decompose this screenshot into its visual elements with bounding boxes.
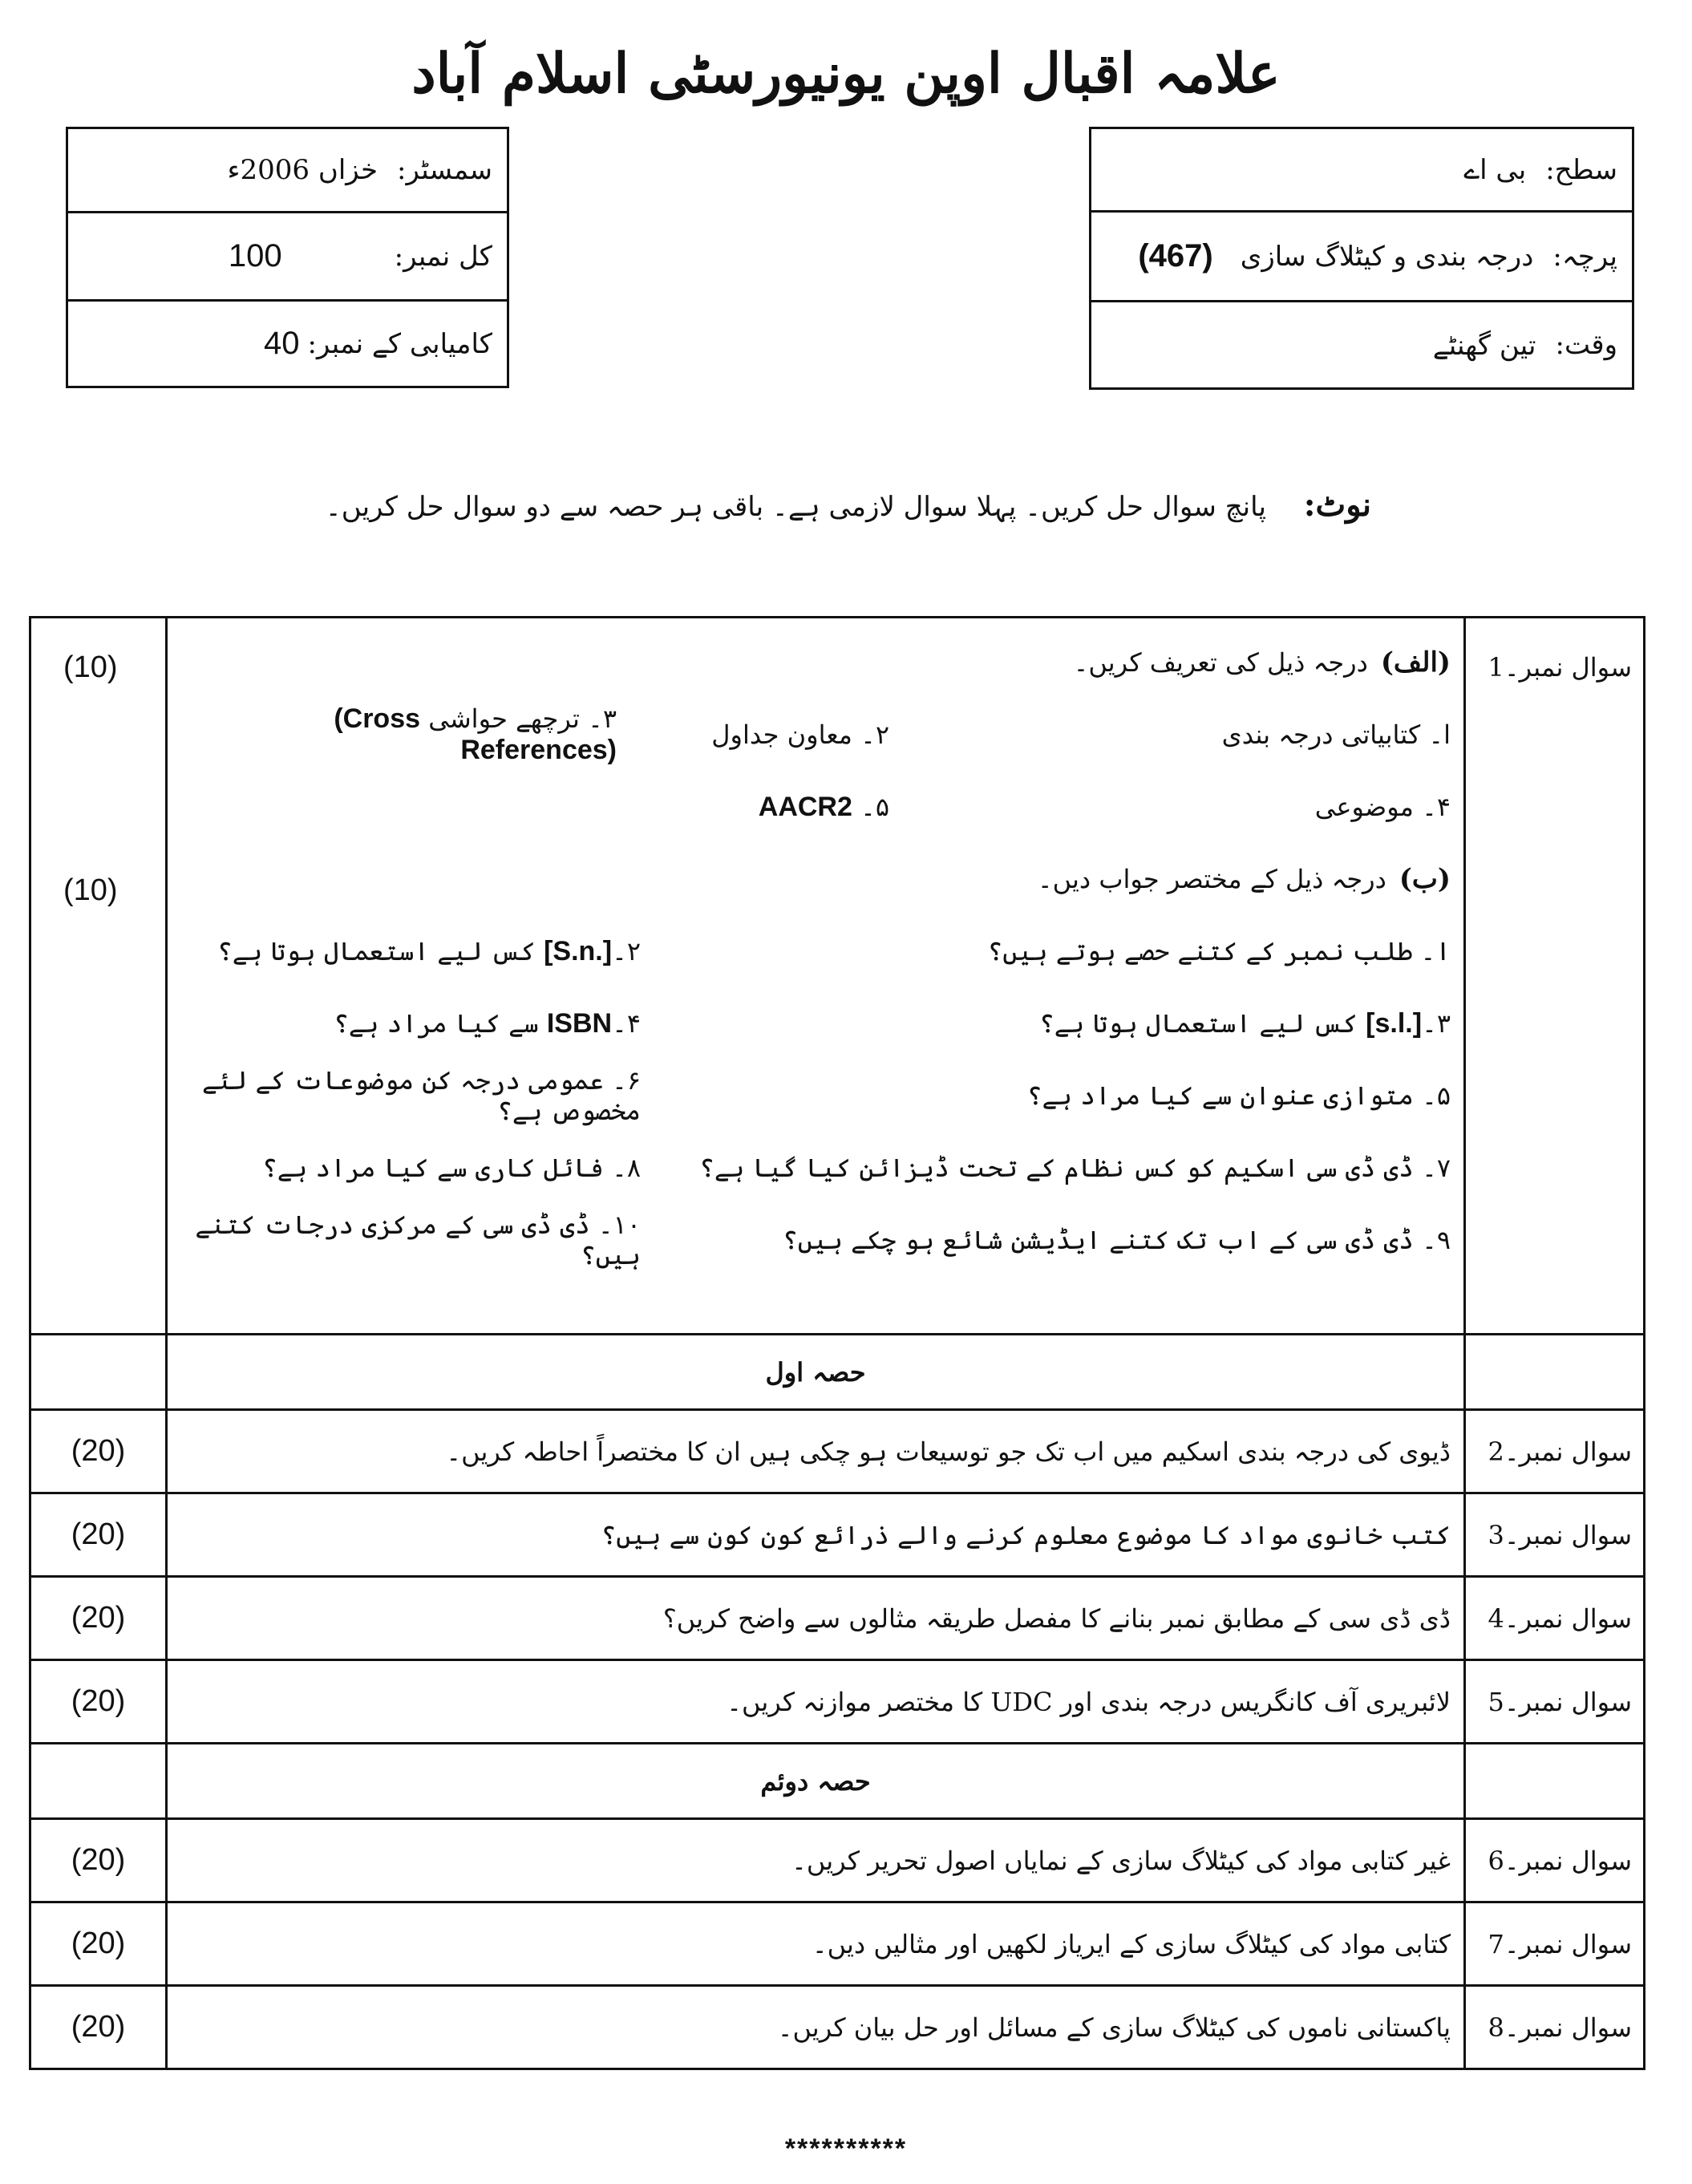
question-3-marks: (20) xyxy=(30,1493,167,1577)
question-5-marks: (20) xyxy=(30,1660,167,1744)
part-b-item-2 xyxy=(217,936,641,967)
part-a-item-5-prefix: ۵۔ xyxy=(860,791,889,822)
paper-label: پرچہ: xyxy=(1552,241,1617,273)
question-row-3 xyxy=(30,1493,1645,1577)
part-b-item-8: ۸۔ فائل کاری سے کیا مراد ہے؟ xyxy=(262,1153,641,1183)
question-6-marks: (20) xyxy=(30,1819,167,1902)
pass-marks-value: 40 xyxy=(264,326,300,361)
section-spacer xyxy=(1465,1744,1645,1819)
exam-info-box xyxy=(66,127,509,388)
part-b-item-10: ۱۰۔ ڈی ڈی سی کے مرکزی درجات کتنے ہیں؟ xyxy=(195,1210,641,1270)
marks-part-a: (10) xyxy=(63,650,118,684)
question-6-text: غیر کتابی مواد کی کیٹلاگ سازی کے نمایاں اصول تحریر کریں۔ xyxy=(167,1819,1465,1902)
pass-marks-label: کامیابی کے نمبر: xyxy=(307,328,492,360)
question-2-number: سوال نمبر۔2 xyxy=(1465,1410,1645,1493)
cross-references: (Cross References) xyxy=(334,703,617,765)
part-a-items-row-2 xyxy=(180,771,1451,843)
paper-row xyxy=(1091,213,1632,302)
part-a-label: (الف) xyxy=(1380,646,1451,679)
marks-part-b: (10) xyxy=(63,873,118,907)
semester-row xyxy=(68,129,507,213)
part-a-item-5 xyxy=(759,792,889,823)
part-b-item-4-prefix: ۴۔ xyxy=(612,1007,641,1039)
question-4-marks: (20) xyxy=(30,1577,167,1660)
question-8-marks: (20) xyxy=(30,1986,167,2069)
question-7-marks: (20) xyxy=(30,1902,167,1986)
time-row xyxy=(1091,302,1632,387)
isbn-code: ISBN xyxy=(546,1007,613,1039)
part-b-row-2 xyxy=(180,987,1451,1060)
part-b-item-9: ۹۔ ڈی ڈی سی کے اب تک کتنے ایڈیشن شائع ہو چکے ہیں؟ xyxy=(783,1225,1451,1255)
part-b-item-3-prefix: ۳۔ xyxy=(1422,1007,1451,1039)
question-7-text: کتابی مواد کی کیٹلاگ سازی کے ایریاز لکھیں اور مثالیں دیں۔ xyxy=(167,1902,1465,1986)
part-b-item-3-text: کس لیے استعمال ہوتا ہے؟ xyxy=(1039,1007,1358,1039)
sn-code: [S.n.] xyxy=(544,935,613,966)
part-b-item-3 xyxy=(1039,1008,1451,1039)
part-b-item-7: ۷۔ ڈی ڈی سی اسکیم کو کس نظام کے تحت ڈیزائن کیا گیا ہے؟ xyxy=(699,1153,1451,1183)
part-a-item-2: ۲۔ معاون جداول xyxy=(711,719,889,750)
question-2-text: ڈیوی کی درجہ بندی اسکیم میں اب تک جو توسیعات ہو چکی ہیں ان کا مختصراً احاطہ کریں۔ xyxy=(167,1410,1465,1493)
question-1-number: سوال نمبر۔1 xyxy=(1488,652,1632,683)
question-row-6 xyxy=(30,1819,1645,1902)
part-b-row-5 xyxy=(180,1204,1451,1276)
semester-value: خزاں 2006ء xyxy=(227,154,378,186)
question-5-text: لائبریری آف کانگریس درجہ بندی اور UDC کا مختصر موازنہ کریں۔ xyxy=(167,1660,1465,1744)
section-title-part-2: حصہ دوئم xyxy=(167,1744,1465,1819)
time-value: تین گھنٹے xyxy=(1432,329,1536,362)
paper-code: (467) xyxy=(1138,238,1213,274)
instructions-note xyxy=(326,486,1371,524)
question-5-number: سوال نمبر۔5 xyxy=(1465,1660,1645,1744)
section-row-part-2 xyxy=(30,1744,1645,1819)
level-value: بی اے xyxy=(1463,154,1527,186)
question-row-7 xyxy=(30,1902,1645,1986)
question-8-text: پاکستانی ناموں کی کیٹلاگ سازی کے مسائل اور حل بیان کریں۔ xyxy=(167,1986,1465,2069)
sl-code: [s.l.] xyxy=(1366,1007,1423,1039)
part-b-row-4 xyxy=(180,1132,1451,1204)
section-title-part-1: حصہ اول xyxy=(167,1335,1465,1410)
part-b-row-1 xyxy=(180,915,1451,987)
question-8-number: سوال نمبر۔8 xyxy=(1465,1986,1645,2069)
part-b-label: (ب) xyxy=(1399,863,1451,895)
semester-label: سمسٹر: xyxy=(397,154,492,186)
level-row xyxy=(1091,129,1632,213)
part-b-item-4 xyxy=(334,1008,641,1039)
question-row-1 xyxy=(30,618,1645,1335)
part-b-row-3 xyxy=(180,1060,1451,1132)
note-label: نوٹ: xyxy=(1303,486,1371,524)
question-4-text: ڈی ڈی سی کے مطابق نمبر بنانے کا مفصل طریقہ مثالوں سے واضح کریں؟ xyxy=(167,1577,1465,1660)
university-title: علامہ اقبال اوپن یونیورسٹی اسلام آباد xyxy=(411,42,1281,106)
end-marker: ********** xyxy=(784,2133,908,2164)
part-b-item-1: ا۔ طلب نمبر کے کتنے حصے ہوتے ہیں؟ xyxy=(987,936,1451,966)
question-3-text: کتب خانوی مواد کا موضوع معلوم کرنے والے ذرائع کون کون سے ہیں؟ xyxy=(167,1493,1465,1577)
part-b-heading xyxy=(180,843,1451,915)
pass-marks-row xyxy=(68,302,507,386)
part-a-item-4: ۴۔ موضوعی xyxy=(1314,792,1451,822)
part-b-text: درجہ ذیل کے مختصر جواب دیں۔ xyxy=(1037,864,1386,894)
question-row-4 xyxy=(30,1577,1645,1660)
question-1-content xyxy=(167,618,1465,1335)
question-row-8 xyxy=(30,1986,1645,2069)
total-marks-label: کل نمبر: xyxy=(394,240,492,273)
total-marks-row xyxy=(68,213,507,302)
part-a-item-3 xyxy=(180,703,617,766)
question-row-2 xyxy=(30,1410,1645,1493)
part-b-item-2-text: کس لیے استعمال ہوتا ہے؟ xyxy=(217,935,536,966)
time-label: وقت: xyxy=(1555,329,1617,361)
part-a-text: درجہ ذیل کی تعریف کریں۔ xyxy=(1073,647,1368,678)
questions-table xyxy=(29,616,1645,2070)
question-row-5 xyxy=(30,1660,1645,1744)
question-3-number: سوال نمبر۔3 xyxy=(1465,1493,1645,1577)
part-a-heading xyxy=(180,626,1451,699)
question-1-marks xyxy=(30,618,167,1335)
section-spacer xyxy=(30,1744,167,1819)
part-b-item-5: ۵۔ متوازی عنوان سے کیا مراد ہے؟ xyxy=(1026,1080,1451,1111)
part-b-item-6: ۶۔ عمومی درجہ کن موضوعات کے لئے مخصوص ہے؟ xyxy=(202,1065,641,1126)
question-2-marks: (20) xyxy=(30,1410,167,1493)
question-7-number: سوال نمبر۔7 xyxy=(1465,1902,1645,1986)
section-spacer xyxy=(1465,1335,1645,1410)
question-6-number: سوال نمبر۔6 xyxy=(1465,1819,1645,1902)
section-spacer xyxy=(30,1335,167,1410)
note-text: پانچ سوال حل کریں۔ پہلا سوال لازمی ہے۔ باقی ہر حصہ سے دو سوال حل کریں۔ xyxy=(325,491,1266,523)
level-label: سطح: xyxy=(1545,153,1617,186)
question-number xyxy=(1465,618,1645,1335)
aacr2: AACR2 xyxy=(758,791,852,822)
question-4-number: سوال نمبر۔4 xyxy=(1465,1577,1645,1660)
course-info-box xyxy=(1089,127,1634,390)
part-b-item-2-prefix: ۲۔ xyxy=(612,935,641,966)
paper-value: درجہ بندی و کیٹلاگ سازی xyxy=(1240,241,1534,273)
part-a-item-3-text: ۳۔ ترچھے حواشی xyxy=(428,703,617,734)
part-b-item-4-text: سے کیا مراد ہے؟ xyxy=(334,1007,539,1039)
total-marks-value: 100 xyxy=(228,238,282,274)
part-a-items-row-1 xyxy=(180,699,1451,771)
section-row-part-1 xyxy=(30,1335,1645,1410)
part-a-item-1: ا۔ کتابیاتی درجہ بندی xyxy=(1221,719,1451,750)
